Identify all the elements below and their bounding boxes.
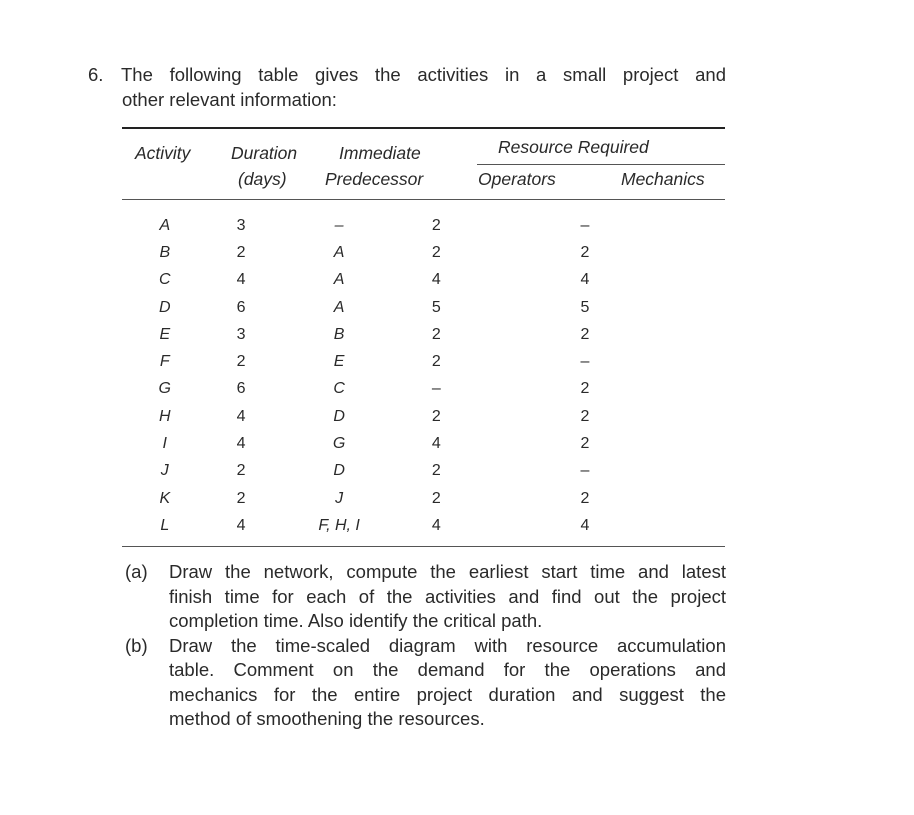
cell-predecessor: J	[335, 489, 344, 507]
cell-activity: K	[159, 489, 171, 507]
cell-operators: 4	[431, 435, 441, 453]
header-immediate: Immediate	[339, 143, 421, 163]
header-activity: Activity	[135, 143, 191, 163]
table-row	[122, 239, 725, 266]
cell-predecessor: C	[333, 380, 345, 398]
header-predecessor: Predecessor	[325, 169, 424, 189]
cell-mechanics-value: –	[580, 462, 590, 480]
cell-mechanics	[469, 403, 725, 430]
cell-duration: 2	[236, 462, 246, 480]
cell-duration: 4	[236, 271, 246, 289]
header-operators: Operators	[478, 169, 556, 189]
part-b	[122, 634, 728, 732]
cell-mechanics	[469, 376, 725, 403]
question-intro	[88, 62, 728, 112]
cell-duration: 2	[236, 353, 246, 371]
activity-table	[122, 127, 725, 547]
cell-mechanics	[469, 512, 725, 539]
question-number: 6.	[88, 64, 104, 85]
part-b-label: (b)	[125, 634, 148, 656]
table-row	[122, 512, 725, 539]
cell-activity: H	[159, 407, 171, 425]
cell-operators: 2	[431, 325, 441, 343]
cell-duration: 6	[236, 380, 246, 398]
cell-duration: 3	[236, 325, 246, 343]
cell-predecessor: F, H, I	[318, 516, 360, 534]
cell-duration: 3	[236, 216, 246, 234]
cell-operators: 4	[431, 271, 441, 289]
part-a-line-2: finish time for each of the activities and find out the project	[169, 585, 726, 607]
cell-activity: E	[159, 325, 171, 343]
cell-activity: D	[159, 298, 171, 316]
part-a-label: (a)	[125, 561, 148, 582]
cell-duration: 4	[236, 435, 246, 453]
part-b-line-3: mechanics for the entire project duration and suggest the	[169, 683, 726, 705]
table-row	[122, 294, 725, 321]
part-a-line-3: completion time. Also identify the critical path.	[169, 610, 543, 631]
cell-duration: 6	[236, 298, 246, 316]
table-row	[122, 348, 725, 375]
cell-mechanics-value: 2	[580, 243, 590, 261]
cell-mechanics	[469, 294, 725, 321]
cell-mechanics	[469, 485, 725, 512]
cell-duration: 4	[236, 516, 246, 534]
question-text-line-2: other relevant information:	[122, 89, 337, 110]
header-resource-required: Resource Required	[498, 137, 649, 157]
part-a-line-1: Draw the network, compute the earliest start time and latest	[169, 561, 726, 582]
cell-operators: 2	[431, 216, 441, 234]
cell-mechanics-value: –	[580, 353, 590, 371]
cell-activity: F	[159, 353, 170, 371]
cell-mechanics	[469, 267, 725, 294]
cell-operators: –	[431, 380, 441, 398]
cell-mechanics	[469, 458, 725, 485]
cell-predecessor: D	[333, 407, 345, 425]
cell-mechanics-value: 2	[580, 489, 590, 507]
activity-data	[122, 212, 725, 540]
cell-mechanics-value: 5	[580, 298, 590, 316]
table-row	[122, 212, 725, 239]
cell-operators: 2	[431, 489, 441, 507]
cell-predecessor: G	[332, 435, 346, 453]
cell-mechanics	[469, 239, 725, 266]
cell-mechanics-value: –	[580, 216, 590, 234]
cell-predecessor: E	[333, 353, 345, 371]
cell-predecessor: B	[333, 325, 345, 343]
part-b-line-4: method of smoothening the resources.	[169, 708, 485, 729]
cell-mechanics-value: 4	[580, 516, 590, 534]
cell-operators: 5	[431, 298, 441, 316]
table-row	[122, 376, 725, 403]
cell-operators: 2	[431, 243, 441, 261]
cell-predecessor: A	[333, 271, 345, 289]
cell-mechanics-value: 2	[580, 407, 590, 425]
cell-duration: 2	[236, 243, 246, 261]
table-header	[122, 129, 725, 199]
cell-mechanics-value: 4	[580, 271, 590, 289]
cell-mechanics-value: 2	[580, 325, 590, 343]
cell-predecessor: –	[334, 216, 344, 234]
cell-predecessor: A	[333, 298, 345, 316]
cell-mechanics	[469, 430, 725, 457]
header-mechanics: Mechanics	[621, 169, 705, 189]
cell-mechanics	[469, 348, 725, 375]
part-a	[122, 560, 728, 634]
cell-activity: G	[158, 380, 171, 398]
question-parts	[122, 560, 728, 732]
cell-predecessor: D	[333, 462, 345, 480]
question-line-1	[88, 62, 728, 87]
table-row	[122, 485, 725, 512]
cell-duration: 2	[236, 489, 246, 507]
question-text-line-1: The following table gives the activities in a small project and	[121, 64, 726, 85]
header-bottom-rule	[122, 199, 725, 200]
table-row	[122, 403, 725, 430]
header-duration: Duration	[231, 143, 298, 163]
cell-predecessor: A	[333, 243, 345, 261]
cell-activity: A	[159, 216, 171, 234]
cell-mechanics	[469, 212, 725, 239]
cell-activity: B	[159, 243, 171, 261]
table-row	[122, 321, 725, 348]
cell-activity: J	[160, 462, 169, 480]
part-b-line-1: Draw the time-scaled diagram with resource accumulation	[169, 634, 726, 656]
cell-operators: 2	[431, 407, 441, 425]
cell-operators: 2	[431, 353, 441, 371]
cell-mechanics	[469, 321, 725, 348]
cell-mechanics-value: 2	[580, 380, 590, 398]
cell-duration: 4	[236, 407, 246, 425]
cell-operators: 4	[431, 516, 441, 534]
header-days: (days)	[238, 169, 287, 189]
table-bottom-rule	[122, 546, 725, 547]
part-b-line-2: table. Comment on the demand for the operations and	[169, 659, 726, 680]
cell-activity: I	[162, 435, 167, 453]
cell-activity: C	[159, 271, 171, 289]
cell-mechanics-value: 2	[580, 435, 590, 453]
table-row	[122, 267, 725, 294]
table-row	[122, 430, 725, 457]
cell-activity: L	[160, 516, 170, 534]
table-row	[122, 458, 725, 485]
resource-sub-rule	[477, 164, 725, 165]
cell-operators: 2	[431, 462, 441, 480]
